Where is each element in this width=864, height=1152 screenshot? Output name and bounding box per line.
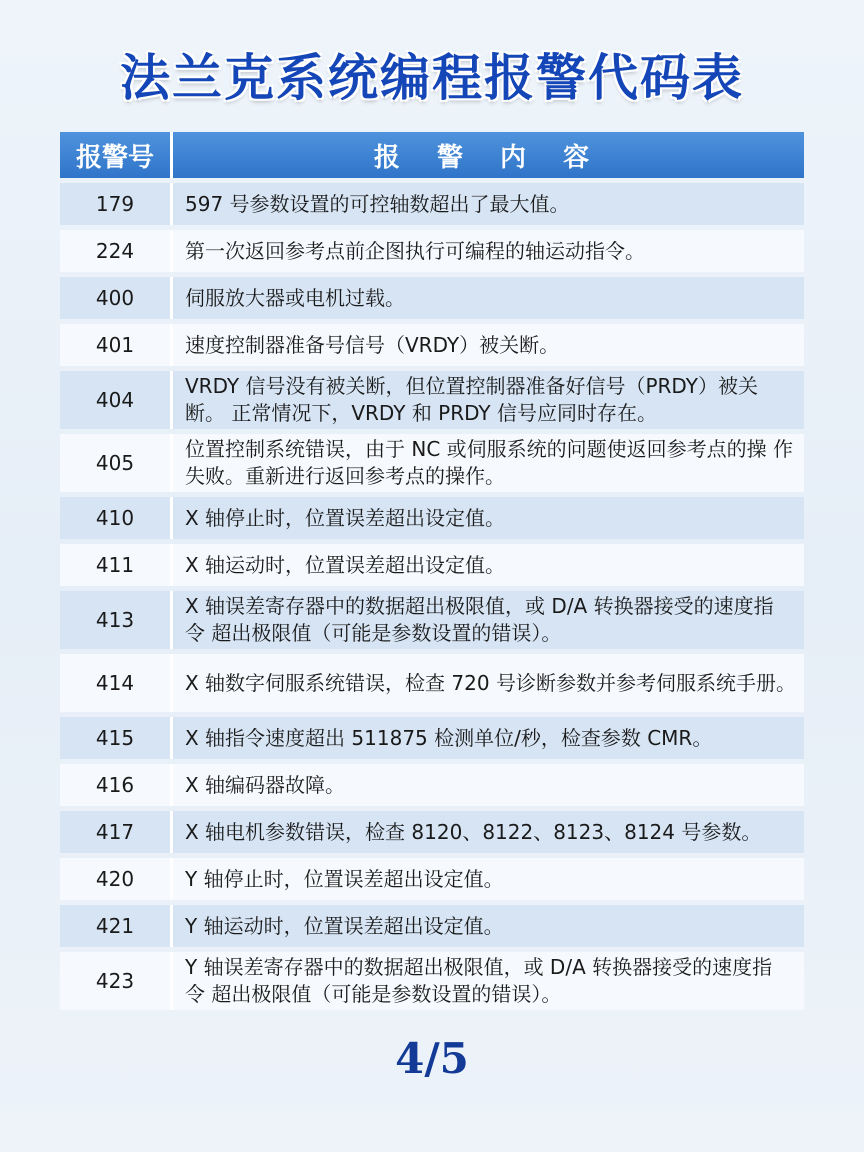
alarm-number-cell: 411 [60,544,173,586]
table-row [60,324,804,366]
alarm-content-cell: VRDY 信号没有被关断，但位置控制器准备好信号（PRDY）被关 断。 正常情况下，VRDY 和 PRDY 信号应同时存在。 [173,371,804,429]
header-alarm-content: 报 警 内 容 [173,132,804,178]
table-row [60,717,804,759]
alarm-table-container [60,127,804,1015]
table-row [60,497,804,539]
alarm-number-cell: 404 [60,371,173,429]
table-row [60,858,804,900]
alarm-content-cell: 伺服放大器或电机过载。 [173,277,804,319]
table-row [60,230,804,272]
table-row [60,905,804,947]
alarm-content-cell: 速度控制器准备号信号（VRDY）被关断。 [173,324,804,366]
table-body [60,183,804,1010]
alarm-content-cell: X 轴运动时，位置误差超出设定值。 [173,544,804,586]
header-alarm-number: 报警号 [60,132,173,178]
alarm-content-cell: X 轴误差寄存器中的数据超出极限值，或 D/A 转换器接受的速度指 令 超出极限值（可能是参数设置的错误）。 [173,591,804,649]
alarm-content-cell: 597 号参数设置的可控轴数超出了最大值。 [173,183,804,225]
alarm-content-cell: 第一次返回参考点前企图执行可编程的轴运动指令。 [173,230,804,272]
table-row [60,811,804,853]
alarm-content-cell: Y 轴运动时，位置误差超出设定值。 [173,905,804,947]
alarm-number-cell: 415 [60,717,173,759]
alarm-number-cell: 413 [60,591,173,649]
page-number: 4/5 [395,1034,469,1083]
table-row [60,654,804,712]
alarm-code-table [60,127,804,1015]
alarm-number-cell: 421 [60,905,173,947]
alarm-number-cell: 400 [60,277,173,319]
alarm-number-cell: 401 [60,324,173,366]
alarm-content-cell: X 轴指令速度超出 511875 检测单位/秒，检查参数 CMR。 [173,717,804,759]
alarm-number-cell: 414 [60,654,173,712]
alarm-number-cell: 224 [60,230,173,272]
table-row [60,764,804,806]
alarm-number-cell: 410 [60,497,173,539]
alarm-number-cell: 423 [60,952,173,1010]
alarm-number-cell: 420 [60,858,173,900]
table-row [60,371,804,429]
table-header-row [60,132,804,178]
alarm-number-cell: 405 [60,434,173,492]
alarm-content-cell: Y 轴误差寄存器中的数据超出极限值，或 D/A 转换器接受的速度指 令 超出极限值（可能是参数设置的错误）。 [173,952,804,1010]
page-title: 法兰克系统编程报警代码表 [120,49,744,107]
alarm-number-cell: 417 [60,811,173,853]
alarm-content-cell: X 轴电机参数错误，检查 8120、8122、8123、8124 号参数。 [173,811,804,853]
table-row [60,591,804,649]
alarm-number-cell: 416 [60,764,173,806]
alarm-content-cell: 位置控制系统错误，由于 NC 或伺服系统的问题使返回参考点的操 作失败。重新进行返回参考点的操作。 [173,434,804,492]
alarm-number-cell: 179 [60,183,173,225]
alarm-content-cell: X 轴编码器故障。 [173,764,804,806]
table-row [60,952,804,1010]
alarm-content-cell: X 轴停止时，位置误差超出设定值。 [173,497,804,539]
table-row [60,544,804,586]
table-row [60,434,804,492]
alarm-content-cell: Y 轴停止时，位置误差超出设定值。 [173,858,804,900]
table-row [60,183,804,225]
table-row [60,277,804,319]
alarm-content-cell: X 轴数字伺服系统错误，检查 720 号诊断参数并参考伺服系统手册。 [173,654,804,712]
